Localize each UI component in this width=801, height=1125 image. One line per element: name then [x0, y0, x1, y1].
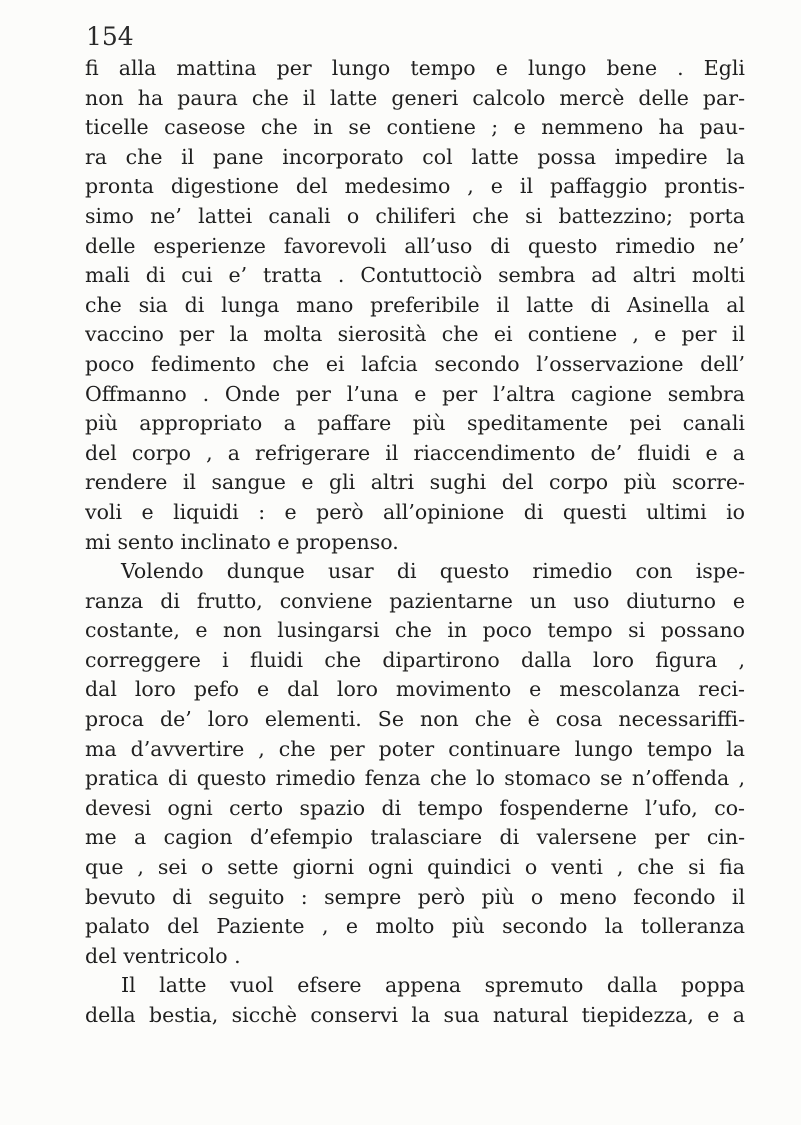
text-line: palato del Paziente , e molto più secondo la tolleranza: [85, 914, 745, 939]
text-line: più appropriato a paffare più speditamente pei canali: [85, 411, 745, 436]
text-line: ra che il pane incorporato col latte possa impedire la: [85, 144, 745, 169]
page-number: 154: [86, 22, 134, 51]
text-line: del corpo , a refrigerare il riaccendimento de’ fluidi e a: [85, 440, 745, 465]
text-line: Il latte vuol efsere appena spremuto dalla poppa: [121, 973, 745, 998]
text-line: ma d’avvertire , che per poter continuare lungo tempo la: [85, 736, 745, 761]
text-line: del ventricolo .: [85, 943, 241, 968]
text-line: rendere il sangue e gli altri sughi del corpo più scorre-: [85, 470, 745, 495]
text-line: bevuto di seguito : sempre però più o meno fecondo il: [85, 884, 745, 909]
text-line: costante, e non lusingarsi che in poco tempo si possano: [85, 618, 745, 643]
text-line: proca de’ loro elementi. Se non che è cosa necessariffi-: [85, 707, 745, 732]
text-line: mali di cui e’ tratta . Contuttociò sembra ad altri molti: [85, 263, 745, 288]
text-line: Offmanno . Onde per l’una e per l’altra cagione sembra: [85, 381, 745, 406]
text-line: non ha paura che il latte generi calcolo mercè delle par-: [85, 85, 745, 110]
text-line: devesi ogni certo spazio di tempo fospenderne l’ufo, co-: [85, 795, 745, 820]
text-line: fi alla mattina per lungo tempo e lungo bene . Egli: [85, 56, 745, 80]
text-line: me a cagion d’efempio tralasciare di valersene per cin-: [85, 825, 745, 850]
text-line: correggere i fluidi che dipartirono dalla loro figura ,: [85, 647, 745, 672]
text-line: delle esperienze favorevoli all’uso di questo rimedio ne’: [85, 233, 745, 258]
text-line: voli e liquidi : e però all’opinione di questi ultimi io: [85, 499, 745, 524]
text-line: simo ne’ lattei canali o chiliferi che si battezzino; porta: [85, 203, 745, 228]
text-line: ticelle caseose che in se contiene ; e nemmeno ha pau-: [85, 115, 745, 140]
text-line: mi sento inclinato e propenso.: [85, 529, 399, 554]
text-line: pratica di questo rimedio fenza che lo stomaco se n’offenda ,: [85, 766, 745, 791]
text-line: Volendo dunque usar di questo rimedio con ispe-: [121, 559, 745, 584]
text-line: pronta digestione del medesimo , e il paffaggio prontis-: [85, 174, 745, 199]
text-line: dal loro pefo e dal loro movimento e mescolanza reci-: [85, 677, 745, 702]
text-line: vaccino per la molta sierosità che ei contiene , e per il: [85, 322, 745, 347]
text-line: della bestia, sicchè conservi la sua natural tiepidezza, e a: [85, 1003, 745, 1027]
text-line: que , sei o sette giorni ogni quindici o venti , che si fia: [85, 855, 745, 880]
body-text: [85, 54, 745, 1031]
text-line: poco fedimento che ei lafcia secondo l’osservazione dell’: [85, 351, 745, 376]
text-line: ranza di frutto, conviene pazientarne un uso diuturno e: [85, 588, 745, 613]
text-line: che sia di lunga mano preferibile il latte di Asinella al: [85, 292, 745, 317]
